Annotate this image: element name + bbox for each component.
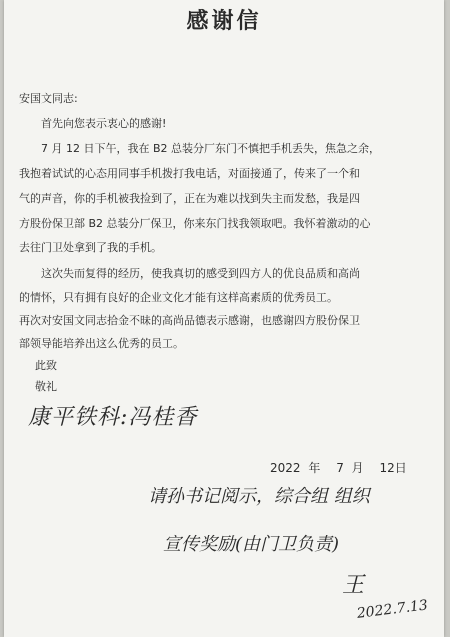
closing-line: 敬礼 bbox=[35, 380, 57, 393]
body-line: 再次对安国文同志拾金不昧的高尚品德表示感谢，也感谢四方股份保卫 bbox=[19, 314, 360, 327]
body-line: 部领导能培养出这么优秀的员工。 bbox=[19, 337, 184, 350]
date-day: 12日 bbox=[379, 461, 407, 475]
closing-line: 此致 bbox=[35, 359, 57, 372]
handwritten-note-line: 宣传奖励(由门卫负责) bbox=[163, 534, 340, 555]
letter-date bbox=[270, 459, 415, 476]
date-month: 7 月 bbox=[336, 461, 364, 475]
handwritten-note-line: 请孙书记阅示，综合组 组织 bbox=[148, 486, 370, 507]
body-line: 首先向您表示衷心的感谢! bbox=[41, 117, 167, 130]
letter-title: 感谢信 bbox=[186, 9, 262, 34]
body-line: 方股份保卫部 B2 总装分厂保卫，你来东门找我领取吧。我怀着激动的心 bbox=[19, 217, 371, 230]
body-line: 这次失而复得的经历，使我真切的感受到四方人的优良品质和高尚 bbox=[41, 267, 360, 280]
date-year: 2022 年 bbox=[270, 461, 321, 475]
salutation: 安国文同志: bbox=[19, 92, 78, 105]
approval-date: 2022.7.13 bbox=[356, 597, 429, 622]
body-line: 我抱着试试的心态用同事手机拨打我电话，对面接通了，传来了一个和 bbox=[19, 167, 360, 180]
body-line: 的情怀，只有拥有良好的企业文化才能有这样高素质的优秀员工。 bbox=[19, 291, 338, 304]
sender-signature: 康平铁科:冯桂香 bbox=[28, 405, 198, 430]
approver-signature: 王 bbox=[342, 573, 365, 598]
body-line: 气的声音，你的手机被我捡到了，正在为难以找到失主而发愁，我是四 bbox=[19, 192, 360, 205]
body-line: 7 月 12 日下午，我在 B2 总装分厂东门不慎把手机丢失，焦急之余， bbox=[41, 142, 381, 155]
body-line: 去往门卫处拿到了我的手机。 bbox=[19, 241, 162, 254]
letter-sheet bbox=[4, 0, 444, 637]
